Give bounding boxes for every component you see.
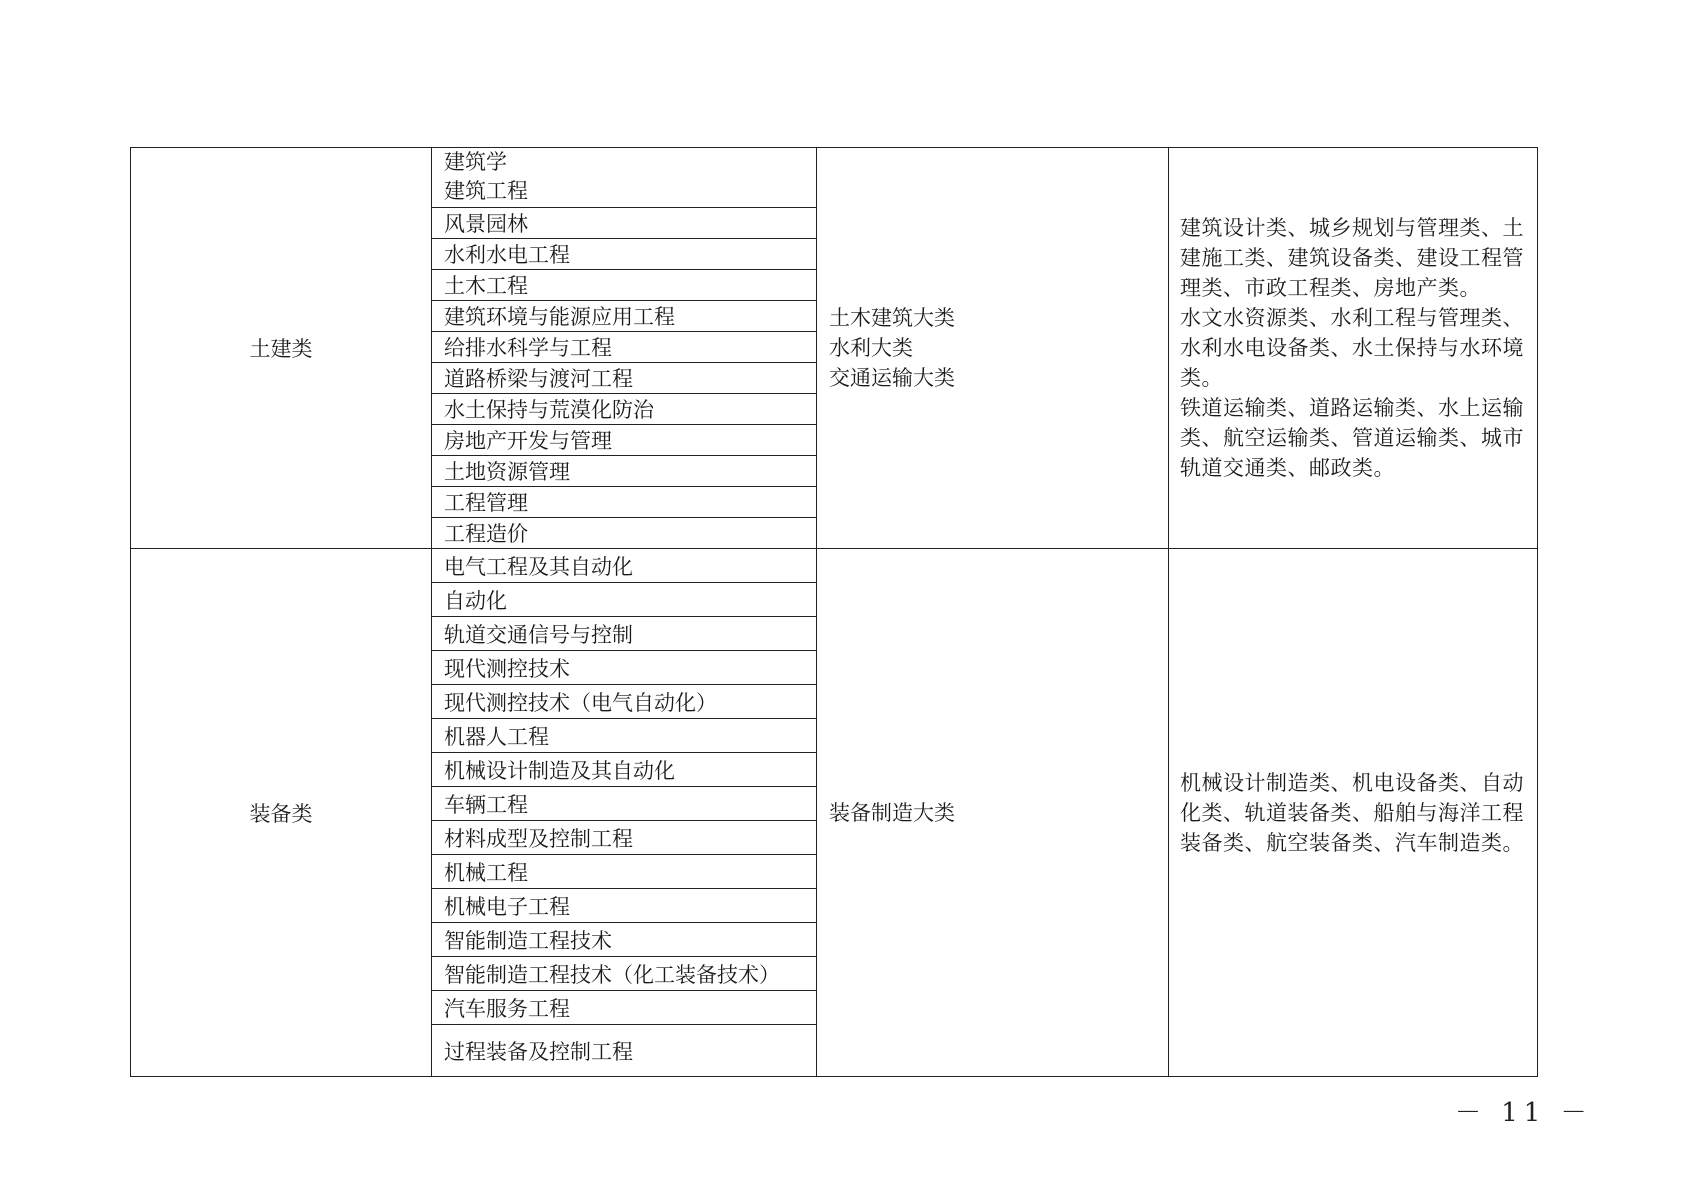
related-categories-cell <box>1169 148 1537 548</box>
major-item: 现代测控技术 <box>432 651 816 685</box>
related-line: 类。 <box>1180 366 1223 390</box>
major-item <box>432 148 816 208</box>
major-item: 自动化 <box>432 583 816 617</box>
major-label: 建筑工程 <box>444 179 528 204</box>
major-item: 机械电子工程 <box>432 889 816 923</box>
big-category-label: 土木建筑大类 <box>829 306 955 330</box>
related-line: 轨道交通类、邮政类。 <box>1180 456 1395 480</box>
major-item: 水利水电工程 <box>432 239 816 270</box>
related-line: 建筑设计类、城乡规划与管理类、土 <box>1180 216 1524 240</box>
major-item: 汽车服务工程 <box>432 991 816 1025</box>
big-category-label: 装备制造大类 <box>829 800 955 825</box>
major-item: 现代测控技术（电气自动化） <box>432 685 816 719</box>
page-number: － 11 － <box>1455 1098 1593 1128</box>
major-item: 道路桥梁与渡河工程 <box>432 363 816 394</box>
category-cell <box>131 148 432 548</box>
major-item: 智能制造工程技术 <box>432 923 816 957</box>
related-line: 装备类、航空装备类、汽车制造类。 <box>1180 830 1524 855</box>
majors-cell <box>432 549 817 1076</box>
major-item: 机器人工程 <box>432 719 816 753</box>
related-line: 建施工类、建筑设备类、建设工程管 <box>1180 246 1524 270</box>
major-item: 轨道交通信号与控制 <box>432 617 816 651</box>
major-item: 土地资源管理 <box>432 456 816 487</box>
big-category-label: 交通运输大类 <box>829 366 955 390</box>
major-item: 智能制造工程技术（化工装备技术） <box>432 957 816 991</box>
category-label: 装备类 <box>249 801 313 826</box>
major-item: 材料成型及控制工程 <box>432 821 816 855</box>
major-item: 工程管理 <box>432 487 816 518</box>
major-item: 房地产开发与管理 <box>432 425 816 456</box>
category-cell <box>131 549 432 1076</box>
related-line: 铁道运输类、道路运输类、水上运输 <box>1180 396 1524 420</box>
table-row-equipment <box>131 549 1537 1076</box>
major-item: 电气工程及其自动化 <box>432 549 816 583</box>
related-line: 理类、市政工程类、房地产类。 <box>1180 276 1481 300</box>
big-category-cell <box>817 148 1169 548</box>
table-row-civil <box>131 148 1537 549</box>
related-line: 机械设计制造类、机电设备类、自动 <box>1180 770 1524 795</box>
major-item: 过程装备及控制工程 <box>444 1039 633 1064</box>
related-line: 水文水资源类、水利工程与管理类、 <box>1180 306 1524 330</box>
related-line: 化类、轨道装备类、船舶与海洋工程 <box>1180 800 1524 825</box>
major-label: 建筑学 <box>444 150 507 175</box>
major-item: 给排水科学与工程 <box>432 332 816 363</box>
major-item: 风景园林 <box>432 208 816 239</box>
major-item: 机械设计制造及其自动化 <box>432 753 816 787</box>
category-label: 土建类 <box>249 337 313 361</box>
major-item: 工程造价 <box>444 521 528 546</box>
majors-table <box>130 147 1538 1077</box>
related-categories-cell <box>1169 549 1537 1076</box>
big-category-label: 水利大类 <box>829 336 913 360</box>
related-line: 类、航空运输类、管道运输类、城市 <box>1180 426 1524 450</box>
related-line: 水利水电设备类、水土保持与水环境 <box>1180 336 1524 360</box>
major-item: 建筑环境与能源应用工程 <box>432 301 816 332</box>
major-item: 机械工程 <box>432 855 816 889</box>
major-item: 车辆工程 <box>432 787 816 821</box>
major-item: 土木工程 <box>432 270 816 301</box>
big-category-cell <box>817 549 1169 1076</box>
majors-cell <box>432 148 817 548</box>
major-item: 水土保持与荒漠化防治 <box>432 394 816 425</box>
